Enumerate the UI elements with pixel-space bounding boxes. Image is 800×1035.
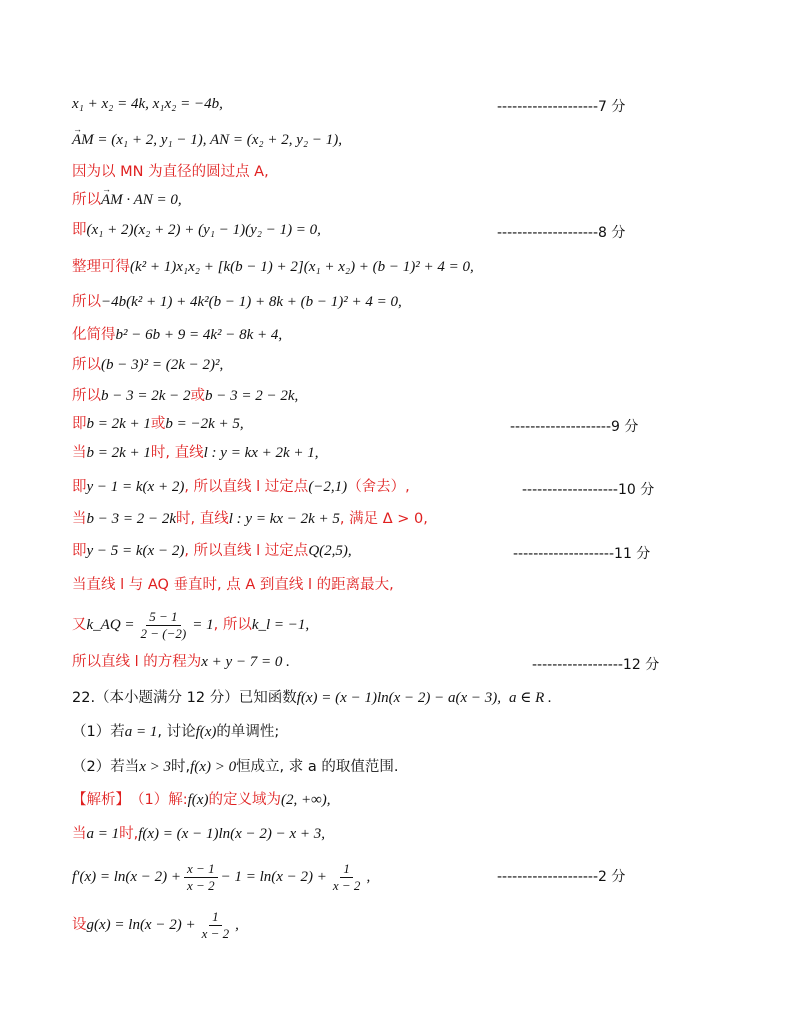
case-1 (72, 443, 319, 463)
eq-b-values (72, 414, 244, 434)
math: = 1 (192, 617, 214, 634)
eq-cases (72, 386, 298, 406)
eq-vectors (72, 130, 342, 150)
text: 时, (171, 759, 191, 775)
text: 时, (119, 826, 139, 842)
label: 当 (72, 826, 87, 842)
label: 当 (72, 445, 87, 461)
eq-sum-product (72, 94, 223, 114)
label: 所以 (72, 388, 101, 404)
text: 的定义域为 (208, 792, 281, 808)
math: f(x) (195, 724, 217, 740)
solution-tag: 【解析】 (72, 792, 130, 808)
fraction (138, 610, 190, 640)
score-2: --------------------2 分 (497, 869, 626, 885)
label: 整理可得 (72, 259, 130, 275)
math: f(x) (187, 792, 209, 808)
math: l : y = kx − 2k + 5 (228, 511, 340, 527)
solution-derivative (72, 862, 370, 892)
label: （1）若 (72, 724, 125, 740)
denominator: x − 2 (332, 877, 361, 893)
text: 时, 直线 (176, 511, 229, 527)
math: , (235, 917, 239, 934)
math: f(x) = (x − 1)ln(x − 2) − a(x − 3), (296, 690, 502, 706)
question-head: 22.（本小题满分 12 分）已知函数 (72, 690, 297, 706)
score-12: ------------------12 分 (532, 657, 660, 673)
denominator: x − 2 (187, 877, 215, 893)
question-22-part-1 (72, 722, 279, 742)
math: a = 1 (86, 826, 120, 842)
text: , 所以 (213, 617, 252, 634)
text: 的单调性; (216, 724, 280, 740)
score-10: -------------------10 分 (522, 482, 655, 498)
math: (2, +∞), (280, 792, 331, 808)
text: , 所以直线 l 过定点 (184, 543, 309, 559)
math: → AM = (x₁ + 2, y₁ − 1), AN = (x₂ + 2, y₂ − 1), (72, 130, 342, 150)
or-label: 或 (150, 416, 166, 432)
solution-a1 (72, 824, 325, 844)
math: y − 1 = k(x + 2) (86, 479, 185, 495)
label: 化简得 (72, 327, 116, 343)
numerator: x − 1 (184, 862, 218, 878)
math: b = −2k + 5, (165, 416, 244, 432)
math: −4b(k² + 1) + 4k²(b − 1) + 8k + (b − 1)² + 4 = 0, (101, 294, 402, 310)
math: k_l = −1, (251, 617, 310, 634)
fraction (199, 910, 233, 940)
math: g(x) = ln(x − 2) + (86, 917, 196, 934)
label: 所以 (72, 357, 101, 373)
math: f′(x) = ln(x − 2) + (72, 869, 182, 886)
question-22-part-2 (72, 757, 399, 777)
math: a = 1 (124, 724, 158, 740)
text: , 所以直线 l 过定点 (184, 479, 309, 495)
eq-organized (72, 257, 474, 277)
score-8: --------------------8 分 (497, 225, 626, 241)
slope-calc (72, 610, 309, 640)
label: 即 (72, 416, 87, 432)
math: → AM · AN = 0, (101, 190, 182, 210)
math: x + y − 7 = 0 . (201, 654, 290, 670)
label: （1）解: (130, 792, 188, 808)
math: k_AQ = (86, 617, 135, 634)
math: a ∈ R . (509, 690, 552, 706)
math: x₁ + x₂ = 4k, x₁x₂ = −4b, (72, 96, 223, 112)
label: 即 (72, 222, 87, 238)
math: b = 2k + 1 (86, 416, 151, 432)
denominator: x − 2 (201, 925, 230, 941)
question-22 (72, 688, 552, 708)
text-circle-condition: 因为以 MN 为直径的圆过点 A, (72, 164, 269, 180)
or-label: 或 (190, 388, 206, 404)
eq-simplified (72, 325, 282, 345)
fraction (330, 862, 364, 892)
text: 恒成立, 求 a 的取值范围. (236, 759, 399, 775)
math: f(x) > 0 (190, 759, 237, 775)
label: 即 (72, 479, 87, 495)
score-11: --------------------11 分 (513, 546, 651, 562)
math: (b − 3)² = (2k − 2)², (101, 357, 224, 373)
label: 当 (72, 511, 87, 527)
math: Q(2,5), (308, 543, 352, 559)
label: 所以 (72, 294, 101, 310)
label: 设 (72, 917, 87, 934)
text: , 讨论 (157, 724, 196, 740)
fraction (184, 862, 218, 892)
numerator: 1 (340, 862, 353, 878)
math: b − 3 = 2k − 2 (101, 388, 191, 404)
line-equation (72, 652, 290, 672)
math: f(x) = (x − 1)ln(x − 2) − x + 3, (138, 826, 326, 842)
math: x > 3 (139, 759, 172, 775)
score-9: --------------------9 分 (510, 419, 639, 435)
text: , 满足 Δ > 0, (339, 511, 428, 527)
solution-g-def (72, 910, 239, 940)
numerator: 5 − 1 (146, 610, 180, 626)
math: b − 3 = 2 − 2k (86, 511, 177, 527)
math: b = 2k + 1 (86, 445, 151, 461)
eq-expanded (72, 220, 321, 240)
eq-dot-product (72, 190, 182, 210)
math: (k² + 1)x₁x₂ + [k(b − 1) + 2](x₁ + x₂) + (b − 1)² + 4 = 0, (130, 259, 474, 275)
score-7: --------------------7 分 (497, 99, 626, 115)
text-perpendicular: 当直线 l 与 AQ 垂直时, 点 A 到直线 l 的距离最大, (72, 577, 394, 593)
math: , (366, 869, 371, 886)
denominator: 2 − (−2) (140, 625, 187, 641)
label: （2）若当 (72, 759, 140, 775)
case-2 (72, 509, 428, 529)
label: 即 (72, 543, 87, 559)
math: b − 3 = 2 − 2k, (205, 388, 299, 404)
math: − 1 = ln(x − 2) + (220, 869, 327, 886)
math: y − 5 = k(x − 2) (86, 543, 185, 559)
solution-head (72, 790, 331, 810)
label: 又 (72, 617, 87, 634)
math: (x₁ + 2)(x₂ + 2) + (y₁ − 1)(y₂ − 1) = 0, (86, 222, 321, 238)
text: （舍去）, (347, 479, 410, 495)
math: (−2,1) (308, 479, 348, 495)
text: 时, 直线 (150, 445, 204, 461)
eq-substituted (72, 292, 402, 312)
label: 所以直线 l 的方程为 (72, 654, 202, 670)
case-1-point (72, 477, 410, 497)
numerator: 1 (209, 910, 222, 926)
eq-squares (72, 355, 223, 375)
label: 所以 (72, 192, 101, 208)
math: b² − 6b + 9 = 4k² − 8k + 4, (115, 327, 283, 343)
case-2-point (72, 541, 352, 561)
math: l : y = kx + 2k + 1, (203, 445, 319, 461)
